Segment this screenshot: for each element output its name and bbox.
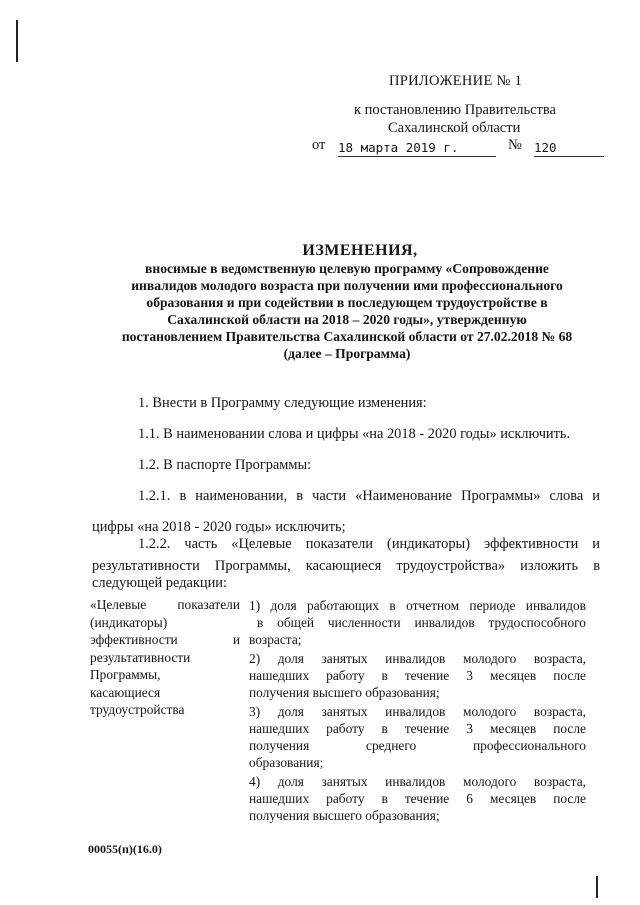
- subtitle-line: (далее – Программа): [283, 346, 411, 361]
- table-right-column: [249, 597, 586, 826]
- scan-mark-bottom-right: [596, 876, 598, 898]
- paragraph-1-2-2-line-1: 1.2.2. часть «Целевые показатели (индикаторы) эффективности и: [138, 536, 600, 552]
- table-left-column: [90, 596, 240, 719]
- number-field: 120: [534, 140, 604, 157]
- paragraph-1-1: 1.1. В наименовании слова и цифры «на 2018 - 2020 годы» исключить.: [138, 426, 571, 442]
- subtitle-line: Сахалинской области на 2018 – 2020 годы», утвержденную: [167, 312, 527, 327]
- left-line: (индикаторы): [90, 614, 168, 630]
- left-line: эффективности и: [90, 632, 240, 647]
- left-line: касающиеся: [90, 684, 161, 700]
- appendix-date-row: [312, 137, 612, 159]
- left-line: трудоустройства: [90, 702, 185, 717]
- indicator-item: 2) доля занятых инвалидов молодого возраста, нашедших работу в течение 3 месяцев после получения высшего образования;: [249, 651, 586, 700]
- number-label: №: [508, 137, 522, 153]
- from-label: от: [312, 137, 326, 153]
- subtitle-line: постановлением Правительства Сахалинской области от 27.02.2018 № 68: [121, 329, 573, 344]
- subtitle-line: образования и при содействии в последующем трудоустройстве в: [146, 295, 548, 310]
- indicator-item: 4) доля занятых инвалидов молодого возраста, нашедших работу в течение 6 месяцев после получения высшего образования;: [249, 774, 586, 823]
- paragraph-1-2-2-line-3: следующей редакции:: [92, 575, 227, 591]
- left-line: результативности: [90, 649, 191, 665]
- document-title: ИЗМЕНЕНИЯ,: [302, 242, 418, 259]
- paragraph-1: 1. Внести в Программу следующие изменения:: [138, 395, 427, 411]
- subtitle-line: вносимые в ведомственную целевую программу «Сопровождение: [145, 261, 549, 276]
- left-line: Программы,: [90, 667, 161, 682]
- subtitle-line: инвалидов молодого возраста при получении ими профессионального: [131, 278, 563, 293]
- paragraph-1-2: 1.2. В паспорте Программы:: [138, 457, 312, 473]
- paragraph-1-2-1-line-1: 1.2.1. в наименовании, в части «Наименование Программы» слова и: [138, 488, 600, 504]
- form-code: 00055(п)(16.0): [88, 842, 162, 856]
- indicator-item: 1) доля работающих в отчетном периоде инвалидов в общей численности инвалидов трудоспособного возраста;: [249, 598, 586, 647]
- scan-mark-top-left: [16, 20, 18, 62]
- appendix-line-1: к постановлению Правительства: [354, 102, 556, 118]
- appendix-title: ПРИЛОЖЕНИЕ № 1: [389, 73, 523, 89]
- left-line: «Целевые показатели: [90, 597, 240, 612]
- date-field: 18 марта 2019 г.: [338, 140, 496, 157]
- appendix-line-2: Сахалинской области: [388, 120, 521, 136]
- document-subtitle: [97, 260, 597, 362]
- indicator-item: 3) доля занятых инвалидов молодого возраста, нашедших работу в течение 3 месяцев после получения среднего профессионального образования;: [249, 704, 586, 770]
- paragraph-1-2-2-line-2: результативности Программы, касающиеся трудоустройства» изложить в: [92, 558, 600, 574]
- paragraph-1-2-1-line-2: цифры «на 2018 - 2020 годы» исключить;: [92, 519, 346, 535]
